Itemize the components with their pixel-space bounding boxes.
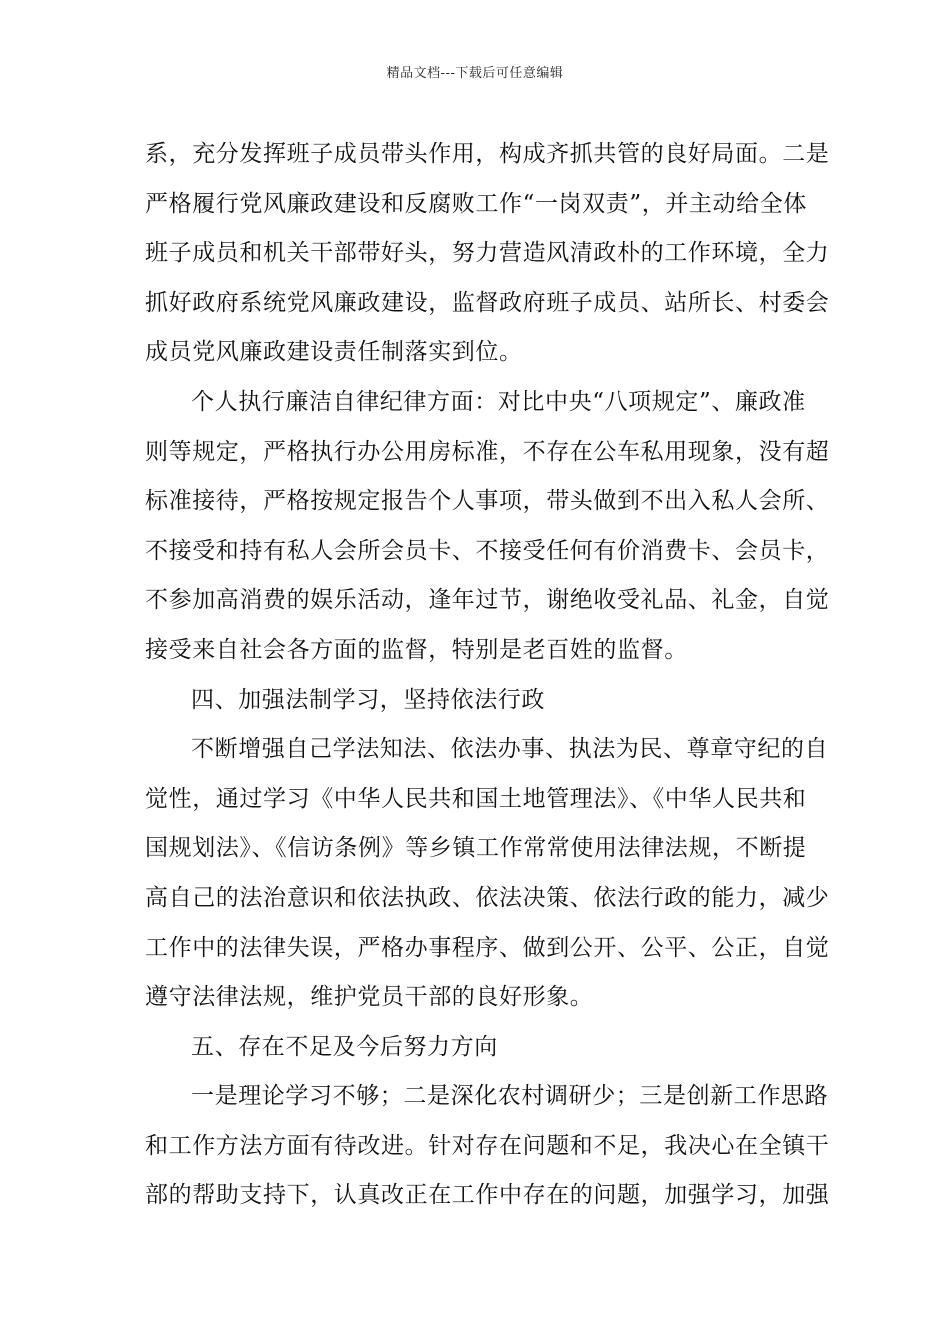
text-line: 不参加高消费的娱乐活动，逢年过节，谢绝收受礼品、礼金，自觉 (145, 587, 830, 614)
text-line: 个人执行廉洁自律纪律方面：对比中央“八项规定”、廉政准 (191, 388, 806, 415)
text-line: 四、加强法制学习，坚持依法行政 (191, 686, 545, 713)
text-line: 遵守法律法规，维护党员干部的良好形象。 (145, 984, 594, 1011)
text-line: 标准接待，严格按规定报告个人事项，带头做到不出入私人会所、 (145, 488, 830, 515)
text-line: 高自己的法治意识和依法执政、依法决策、依法行政的能力，减少 (145, 884, 830, 911)
text-line: 班子成员和机关干部带好头，努力营造风清政朴的工作环境，全力 (145, 240, 830, 267)
text-line: 不接受和持有私人会所会员卡、不接受任何有价消费卡、会员卡， (145, 537, 830, 564)
text-line: 系，充分发挥班子成员带头作用，构成齐抓共管的良好局面。二是 (145, 141, 830, 167)
text-line: 一是理论学习不够；二是深化农村调研少；三是创新工作思路 (191, 1083, 829, 1110)
text-line: 觉性，通过学习《中华人民共和国土地管理法》、《中华人民共和 (145, 785, 807, 812)
text-line: 抓好政府系统党风廉政建设，监督政府班子成员、站所长、村委会 (145, 289, 830, 316)
document-body (145, 130, 830, 1221)
text-line: 五、存在不足及今后努力方向 (191, 1033, 498, 1060)
text-line: 接受来自社会各方面的监督，特别是老百姓的监督。 (145, 636, 688, 663)
text-line: 严格履行党风廉政建设和反腐败工作“一岗双责”，并主动给全体 (145, 190, 807, 217)
text-line: 和工作方法方面有待改进。针对存在问题和不足，我决心在全镇干 (145, 1132, 830, 1159)
text-line: 工作中的法律失误，严格办事程序、做到公开、公平、公正，自觉 (145, 934, 830, 961)
text-line: 不断增强自己学法知法、依法办事、执法为民、尊章守纪的自 (191, 736, 829, 763)
text-line: 成员党风廉政建设责任制落实到位。 (145, 339, 523, 366)
text-line: 则等规定，严格执行办公用房标准，不存在公车私用现象，没有超 (145, 438, 830, 465)
text-line: 部的帮助支持下，认真改正在工作中存在的问题，加强学习，加强 (145, 1182, 830, 1209)
text-line: 国规划法》、《信访条例》等乡镇工作常常使用法律法规，不断提 (145, 835, 807, 862)
page-header: 精品文档---下载后可任意编辑 (386, 66, 564, 81)
